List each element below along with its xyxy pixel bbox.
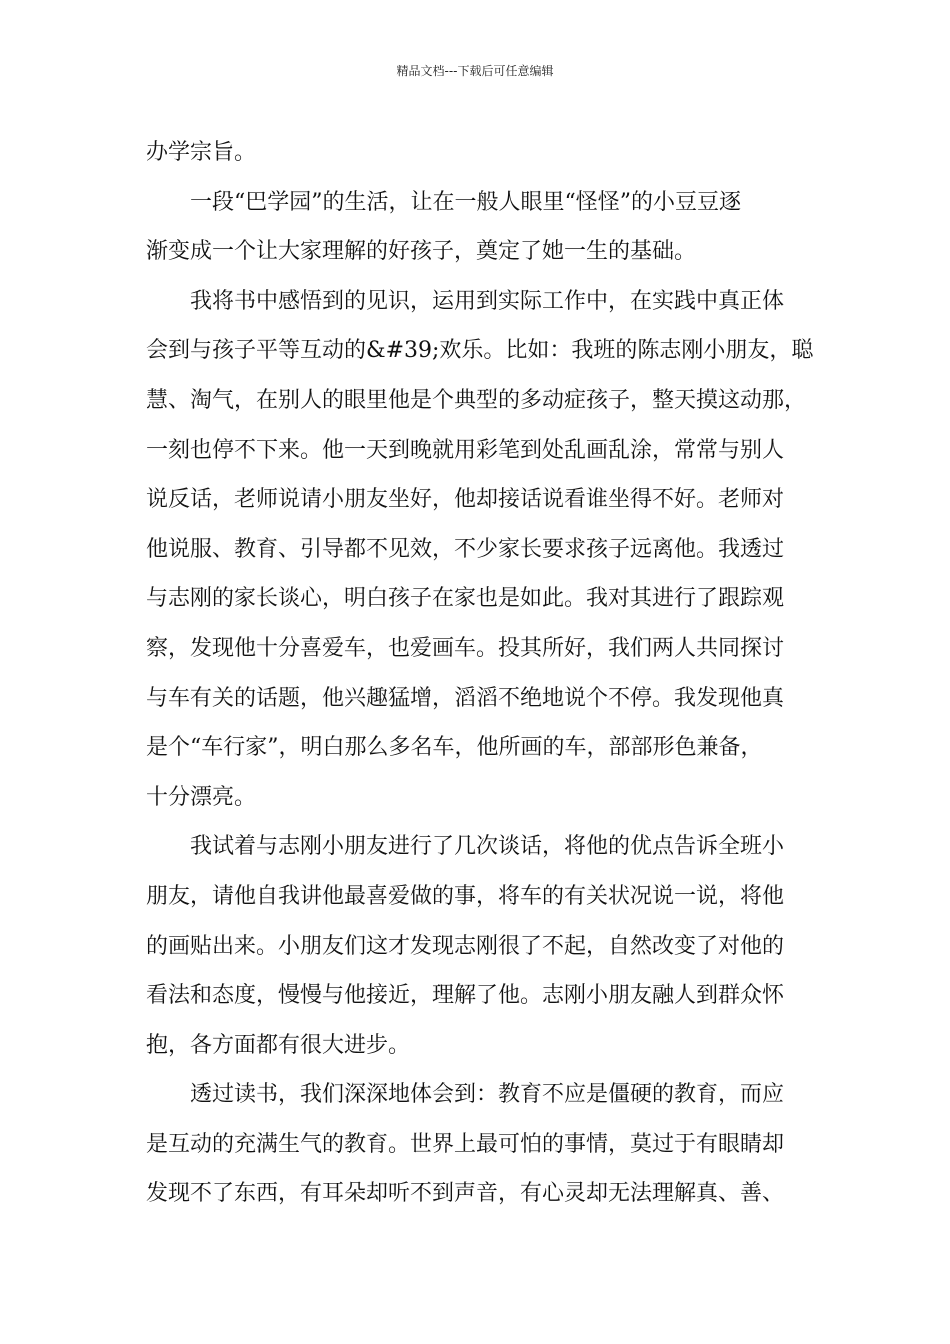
- text-line: 办学宗旨。: [146, 140, 257, 165]
- text-line: 我试着与志刚小朋友进行了几次谈话，将他的优点告诉全班小: [146, 834, 785, 860]
- text-line: 抱，各方面都有很大进步。: [146, 1032, 411, 1058]
- text-line: 察，发现他十分喜爱车，也爱画车。投其所好，我们两人共同探讨: [146, 635, 785, 661]
- text-line: 与车有关的话题，他兴趣猛增，滔滔不绝地说个不停。我发现他真: [146, 685, 785, 711]
- text-line: 是个“车行家”，明白那么多名车，他所画的车，部部形色兼备，: [146, 735, 763, 761]
- text-line: 朋友，请他自我讲他最喜爱做的事，将车的有关状况说一说，将他: [146, 883, 785, 909]
- text-line: 一段“巴学园”的生活，让在一般人眼里“怪怪”的小豆豆逐: [146, 189, 741, 215]
- text-line: 说反话，老师说请小朋友坐好，他却接话说看谁坐得不好。老师对: [146, 487, 785, 513]
- text-line: 透过读书，我们深深地体会到：教育不应是僵硬的教育，而应: [146, 1082, 785, 1108]
- text-line: 慧、淘气，在别人的眼里他是个典型的多动症孩子，整天摸这动那，: [146, 387, 807, 413]
- text-line: 的画贴出来。小朋友们这才发现志刚很了不起，自然改变了对他的: [146, 933, 785, 959]
- body-text: [146, 128, 813, 1219]
- text-line: 他说服、教育、引导都不见效，不少家长要求孩子远离他。我透过: [146, 536, 785, 562]
- text-line: 是互动的充满生气的教育。世界上最可怕的事情，莫过于有眼睛却: [146, 1131, 785, 1157]
- text-line: 与志刚的家长谈心，明白孩子在家也是如此。我对其进行了跟踪观: [146, 586, 785, 612]
- text-line: 发现不了东西，有耳朵却听不到声音，有心灵却无法理解真、善、: [146, 1181, 785, 1207]
- text-line: 我将书中感悟到的见识，运用到实际工作中，在实践中真正体: [146, 288, 785, 314]
- text-line: 会到与孩子平等互动的&#39;欢乐。比如：我班的陈志刚小朋友，聪: [146, 338, 814, 364]
- page-header: 精品文档---下载后可任意编辑: [396, 64, 554, 78]
- text-line: 渐变成一个让大家理解的好孩子，奠定了她一生的基础。: [146, 239, 697, 265]
- text-line: 一刻也停不下来。他一天到晚就用彩笔到处乱画乱涂，常常与别人: [146, 437, 785, 463]
- text-line: 十分漂亮。: [146, 784, 257, 810]
- text-line: 看法和态度，慢慢与他接近，理解了他。志刚小朋友融人到群众怀: [146, 983, 785, 1009]
